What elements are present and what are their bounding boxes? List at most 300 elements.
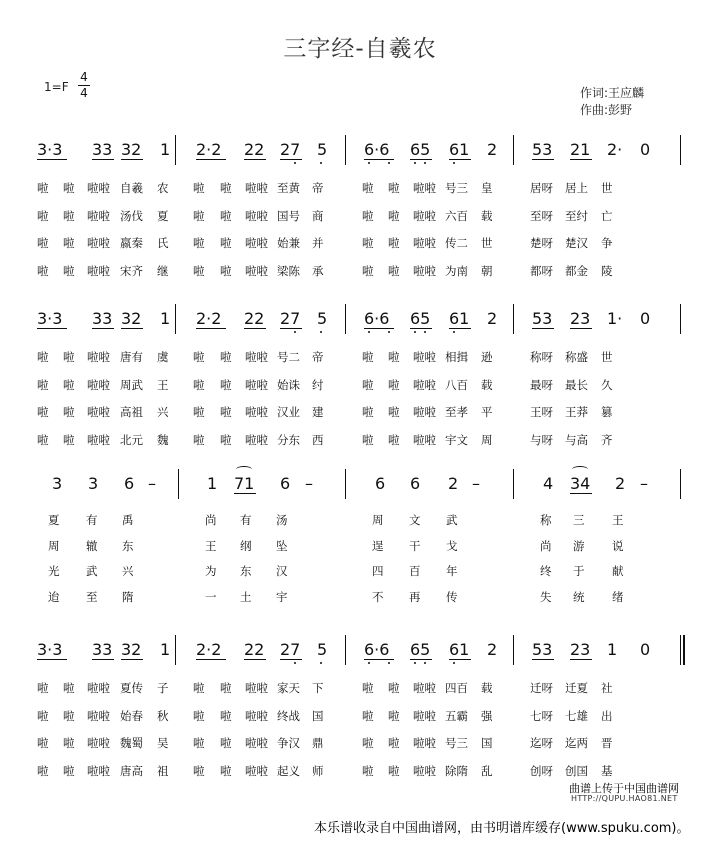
lyric-word: 啦啦 xyxy=(245,708,268,723)
lyric-word: 久 xyxy=(601,377,613,392)
lyric-word: 始诛 xyxy=(277,377,300,392)
lyric-word: 迄呀 xyxy=(530,736,553,750)
key-signature: 1=F xyxy=(44,80,69,94)
note: 6·6 xyxy=(364,640,390,659)
beam-underline xyxy=(280,659,302,660)
low-octave-dot xyxy=(388,662,390,664)
beam-underline xyxy=(92,328,114,329)
beam-underline xyxy=(532,159,554,160)
note: 1· xyxy=(607,309,623,328)
lyric-word: 王 xyxy=(157,377,169,392)
lyric-word: 啦 xyxy=(63,377,75,392)
lyric-word: 啦 xyxy=(362,432,374,447)
beam-underline xyxy=(532,328,554,329)
lyric-word: 武 xyxy=(446,513,458,527)
lyric-word: 啦 xyxy=(220,681,232,695)
note: 2 xyxy=(487,309,498,328)
lyric-word: 啦 xyxy=(63,405,75,419)
lyric-word: 啦 xyxy=(37,432,49,447)
note: 34 xyxy=(570,474,591,493)
beam-underline xyxy=(410,159,432,160)
lyric-word: 为南 xyxy=(445,263,468,278)
lyric-word: 啦 xyxy=(37,350,49,364)
note: 65 xyxy=(410,309,431,328)
beam-underline xyxy=(364,659,394,660)
note: 2 xyxy=(487,640,498,659)
lyric-word: 啦 xyxy=(388,208,400,223)
lyric-word: 啦 xyxy=(63,208,75,223)
beam-underline xyxy=(234,493,256,494)
lyric-word: 啦 xyxy=(193,405,205,419)
lyric-word: 乱 xyxy=(481,763,493,778)
low-octave-dot xyxy=(424,162,426,164)
lyric-word: 啦 xyxy=(63,236,75,250)
lyric-word: 啦 xyxy=(220,708,232,723)
note: 5 xyxy=(317,140,328,159)
lyric-word: 汤伐 xyxy=(120,208,143,223)
lyric-word: 啦 xyxy=(220,736,232,750)
lyric-word: 尚 xyxy=(205,513,217,527)
note: 22 xyxy=(244,640,265,659)
lyric-word: 世 xyxy=(601,350,613,364)
lyric-word: 唐高 xyxy=(120,763,143,778)
lyric-word: 啦啦 xyxy=(87,263,110,278)
time-signature-bottom: 4 xyxy=(80,86,88,100)
lyric-word: 文 xyxy=(409,513,421,527)
lyric-word: 啦 xyxy=(63,263,75,278)
lyric-word: 子 xyxy=(157,681,169,695)
lyric-word: 尚 xyxy=(540,538,552,553)
note: 3 xyxy=(52,474,63,493)
low-octave-dot xyxy=(388,162,390,164)
lyric-word: 啦啦 xyxy=(87,708,110,723)
beam-underline xyxy=(92,659,114,660)
upload-note: 曲谱上传于中国曲谱网 xyxy=(569,782,679,795)
lyric-word: 承 xyxy=(312,263,324,278)
barline xyxy=(680,469,681,499)
beam-underline xyxy=(244,159,266,160)
low-octave-dot xyxy=(320,331,322,333)
beam-underline xyxy=(37,659,67,660)
beam-underline xyxy=(364,328,394,329)
slur xyxy=(236,466,252,473)
lyric-word: 啦 xyxy=(37,263,49,278)
lyric-word: 晋 xyxy=(601,736,613,750)
beam-underline xyxy=(196,328,226,329)
note: 32 xyxy=(121,309,142,328)
note: 3·3 xyxy=(37,140,63,159)
lyric-word: 啦啦 xyxy=(87,377,110,392)
beam-underline xyxy=(244,328,266,329)
lyric-word: 梁陈 xyxy=(277,263,300,278)
lyric-word: 国号 xyxy=(277,208,300,223)
lyric-word: 啦啦 xyxy=(413,236,436,250)
lyric-word: 终战 xyxy=(277,708,300,723)
lyric-word: 三 xyxy=(573,513,585,527)
lyric-word: 啦啦 xyxy=(413,181,436,195)
lyric-word: 啦 xyxy=(37,681,49,695)
note: 71 xyxy=(234,474,255,493)
low-octave-dot xyxy=(453,331,455,333)
lyric-word: 啦 xyxy=(63,736,75,750)
beam-underline xyxy=(449,659,471,660)
lyric-word: 王莽 xyxy=(565,405,588,419)
lyric-word: 始春 xyxy=(120,708,143,723)
lyric-word: 居呀 xyxy=(530,181,553,195)
lyric-word: 周 xyxy=(372,513,384,527)
time-signature-top: 4 xyxy=(80,70,88,84)
note: 33 xyxy=(92,140,113,159)
slur xyxy=(572,466,588,473)
lyric-word: 传二 xyxy=(445,236,468,250)
low-octave-dot xyxy=(414,162,416,164)
lyric-word: 周武 xyxy=(120,377,143,392)
lyric-word: 西 xyxy=(312,432,324,447)
lyric-word: 亡 xyxy=(601,208,613,223)
lyric-word: 啦 xyxy=(220,181,232,195)
lyric-word: 啦 xyxy=(388,763,400,778)
note: 2 xyxy=(448,474,459,493)
beam-underline xyxy=(280,159,302,160)
note: 23 xyxy=(570,309,591,328)
lyric-word: 号二 xyxy=(277,350,300,364)
beam-underline xyxy=(570,328,592,329)
lyric-word: 商 xyxy=(312,208,324,223)
lyric-word: 啦 xyxy=(362,263,374,278)
lyric-word: 啦 xyxy=(37,405,49,419)
lyric-word: 啦啦 xyxy=(245,377,268,392)
low-octave-dot xyxy=(424,662,426,664)
lyric-word: 啦 xyxy=(193,181,205,195)
note: 3·3 xyxy=(37,309,63,328)
lyric-word: 世 xyxy=(481,236,493,250)
note: 32 xyxy=(121,140,142,159)
lyric-word: 除隋 xyxy=(445,763,468,778)
lyric-word: 纲 xyxy=(240,538,252,553)
note: 21 xyxy=(570,140,591,159)
note: – xyxy=(305,474,313,493)
lyric-word: 啦 xyxy=(220,208,232,223)
lyric-word: 啦 xyxy=(37,377,49,392)
lyric-word: 年 xyxy=(446,564,458,578)
lyric-word: 啦 xyxy=(220,405,232,419)
lyric-word: 虞 xyxy=(157,350,169,364)
lyricist-credit: 作词:王应麟 xyxy=(580,86,645,100)
note: 3·3 xyxy=(37,640,63,659)
lyric-word: 兴 xyxy=(157,405,169,419)
lyric-word: 魏 xyxy=(157,432,169,447)
lyric-word: 啦 xyxy=(37,181,49,195)
lyric-word: 啦啦 xyxy=(413,736,436,750)
lyric-word: 啦 xyxy=(220,432,232,447)
lyric-word: 强 xyxy=(481,708,493,723)
lyric-word: 啦 xyxy=(388,350,400,364)
lyric-word: 宇 xyxy=(276,589,288,604)
low-octave-dot xyxy=(294,662,296,664)
beam-underline xyxy=(410,328,432,329)
lyric-word: 家天 xyxy=(277,681,300,695)
lyric-word: 起义 xyxy=(277,763,300,778)
lyric-word: 啦啦 xyxy=(245,263,268,278)
lyric-word: 平 xyxy=(481,405,493,419)
low-octave-dot xyxy=(368,162,370,164)
beam-underline xyxy=(410,659,432,660)
lyric-word: 载 xyxy=(481,681,493,695)
note: 6 xyxy=(124,474,135,493)
lyric-word: 最长 xyxy=(565,377,588,392)
lyric-word: 宇文 xyxy=(445,432,468,447)
note: 6·6 xyxy=(364,309,390,328)
lyric-word: 迨 xyxy=(48,589,60,604)
barline xyxy=(513,135,514,165)
lyric-word: 啦啦 xyxy=(245,763,268,778)
lyric-word: 最呀 xyxy=(530,377,553,392)
lyric-word: 啦 xyxy=(362,763,374,778)
barline xyxy=(175,635,176,665)
lyric-word: 创呀 xyxy=(530,763,553,778)
low-octave-dot xyxy=(294,331,296,333)
lyric-word: 啦啦 xyxy=(87,681,110,695)
note: 61 xyxy=(449,309,470,328)
lyric-word: 周 xyxy=(481,432,493,447)
note: 1 xyxy=(160,140,171,159)
lyric-word: 东 xyxy=(122,538,134,553)
lyric-word: 至纣 xyxy=(565,208,588,223)
barline xyxy=(175,304,176,334)
lyric-word: 再 xyxy=(409,589,421,604)
lyric-word: 出 xyxy=(601,708,613,723)
note: 2·2 xyxy=(196,640,222,659)
lyric-word: 啦 xyxy=(388,181,400,195)
lyric-word: 啦 xyxy=(220,350,232,364)
lyric-word: 汉 xyxy=(276,564,288,578)
lyric-word: 王 xyxy=(205,538,217,553)
lyric-word: 与高 xyxy=(565,432,588,447)
lyric-word: 齐 xyxy=(601,432,613,447)
note: 3 xyxy=(88,474,99,493)
lyric-word: 至孝 xyxy=(445,405,468,419)
barline xyxy=(513,635,514,665)
beam-underline xyxy=(532,659,554,660)
lyric-word: 传 xyxy=(446,589,458,604)
beam-underline xyxy=(196,159,226,160)
lyric-word: 戈 xyxy=(446,538,458,553)
lyric-word: 啦 xyxy=(193,236,205,250)
lyric-word: 啦啦 xyxy=(413,432,436,447)
lyric-word: 啦啦 xyxy=(245,236,268,250)
lyric-word: 啦 xyxy=(388,263,400,278)
lyric-word: 啦 xyxy=(362,350,374,364)
lyric-word: 禹 xyxy=(122,513,134,527)
lyric-word: 啦 xyxy=(362,208,374,223)
lyric-word: 啦啦 xyxy=(413,377,436,392)
lyric-word: 纣 xyxy=(312,377,324,392)
lyric-word: 统 xyxy=(573,589,585,604)
lyric-word: 啦 xyxy=(220,763,232,778)
barline xyxy=(345,635,346,665)
lyric-word: 啦啦 xyxy=(87,736,110,750)
lyric-word: 啦 xyxy=(37,708,49,723)
lyric-word: 啦啦 xyxy=(245,350,268,364)
lyric-word: 啦啦 xyxy=(245,681,268,695)
lyric-word: 啦啦 xyxy=(413,208,436,223)
note: 27 xyxy=(280,140,301,159)
lyric-word: 隋 xyxy=(122,589,134,604)
barline xyxy=(345,304,346,334)
lyric-word: 基 xyxy=(601,763,613,778)
lyric-word: 啦啦 xyxy=(413,681,436,695)
note: – xyxy=(148,474,156,493)
lyric-word: 王呀 xyxy=(530,405,553,419)
low-octave-dot xyxy=(368,662,370,664)
lyric-word: 相揖 xyxy=(445,350,468,364)
lyric-word: 啦啦 xyxy=(87,208,110,223)
lyric-word: 分东 xyxy=(277,432,300,447)
lyric-word: 四百 xyxy=(445,681,468,695)
lyric-word: 国 xyxy=(481,736,493,750)
lyric-word: 宋齐 xyxy=(120,263,143,278)
beam-underline xyxy=(570,493,592,494)
lyric-word: 啦啦 xyxy=(245,405,268,419)
lyric-word: 啦 xyxy=(63,681,75,695)
lyric-word: 号三 xyxy=(445,181,468,195)
note: 53 xyxy=(532,640,553,659)
lyric-word: 汉业 xyxy=(277,405,300,419)
beam-underline xyxy=(92,159,114,160)
lyric-word: 下 xyxy=(312,681,324,695)
note: 1 xyxy=(607,640,618,659)
note: 33 xyxy=(92,309,113,328)
lyric-word: 啦啦 xyxy=(413,263,436,278)
lyric-word: 建 xyxy=(312,405,324,419)
beam-underline xyxy=(121,328,143,329)
lyric-word: 于 xyxy=(573,564,585,578)
beam-underline xyxy=(37,328,67,329)
lyric-word: 啦 xyxy=(37,236,49,250)
lyric-word: 东 xyxy=(240,564,252,578)
lyric-word: 啦 xyxy=(63,432,75,447)
lyric-word: 至呀 xyxy=(530,208,553,223)
lyric-word: 啦 xyxy=(220,377,232,392)
lyric-word: 逞 xyxy=(372,538,384,553)
lyric-word: 干 xyxy=(409,538,421,553)
composer-credit: 作曲:彭野 xyxy=(580,103,633,117)
lyric-word: 土 xyxy=(240,589,252,604)
lyric-word: 称呀 xyxy=(530,350,553,364)
lyric-word: 高祖 xyxy=(120,405,143,419)
lyric-word: 迄两 xyxy=(565,736,588,750)
lyric-word: 北元 xyxy=(120,432,143,447)
lyric-word: 啦 xyxy=(193,681,205,695)
low-octave-dot xyxy=(414,662,416,664)
note: 22 xyxy=(244,140,265,159)
note: 23 xyxy=(570,640,591,659)
lyric-word: 失 xyxy=(540,589,552,604)
barline xyxy=(513,469,514,499)
lyric-word: 七雄 xyxy=(565,708,588,723)
lyric-word: 争 xyxy=(601,236,613,250)
beam-underline xyxy=(244,659,266,660)
note: 6·6 xyxy=(364,140,390,159)
lyric-word: 六百 xyxy=(445,208,468,223)
note: – xyxy=(472,474,480,493)
lyric-word: 迁呀 xyxy=(530,681,553,695)
note: 61 xyxy=(449,140,470,159)
lyric-word: 汤 xyxy=(276,513,288,527)
note: 5 xyxy=(317,309,328,328)
lyric-word: 终 xyxy=(540,564,552,578)
beam-underline xyxy=(121,659,143,660)
lyric-word: 居上 xyxy=(565,181,588,195)
low-octave-dot xyxy=(414,331,416,333)
barline xyxy=(345,469,346,499)
lyric-word: 为 xyxy=(205,564,217,578)
lyric-word: 社 xyxy=(601,681,613,695)
lyric-word: 坠 xyxy=(276,538,288,553)
lyric-word: 说 xyxy=(612,538,624,553)
note: 6 xyxy=(410,474,421,493)
lyric-word: 七呀 xyxy=(530,708,553,723)
lyric-word: 啦 xyxy=(193,708,205,723)
note: 53 xyxy=(532,309,553,328)
barline xyxy=(178,469,179,499)
note: 1 xyxy=(160,640,171,659)
note: 2· xyxy=(607,140,623,159)
lyric-word: 啦啦 xyxy=(87,350,110,364)
lyric-word: 啦 xyxy=(63,350,75,364)
note: 22 xyxy=(244,309,265,328)
lyric-word: 唐有 xyxy=(120,350,143,364)
barline xyxy=(680,135,681,165)
lyric-word: 啦啦 xyxy=(87,432,110,447)
lyric-word: 啦啦 xyxy=(413,763,436,778)
note: 1 xyxy=(207,474,218,493)
lyric-word: 啦啦 xyxy=(245,736,268,750)
lyric-word: 啦啦 xyxy=(87,763,110,778)
lyric-word: 啦 xyxy=(362,405,374,419)
lyric-word: 称 xyxy=(540,513,552,527)
lyric-word: 至 xyxy=(86,589,98,604)
lyric-word: 国 xyxy=(312,708,324,723)
lyric-word: 鼎 xyxy=(312,736,324,750)
lyric-word: 祖 xyxy=(157,763,169,778)
upload-url: HTTP://QUPU.HAO81.NET xyxy=(571,794,678,803)
lyric-word: 不 xyxy=(372,589,384,604)
beam-underline xyxy=(121,159,143,160)
low-octave-dot xyxy=(453,662,455,664)
lyric-word: 载 xyxy=(481,377,493,392)
note: 33 xyxy=(92,640,113,659)
lyric-word: 啦 xyxy=(362,708,374,723)
lyric-word: 朝 xyxy=(481,263,493,278)
note: 61 xyxy=(449,640,470,659)
lyric-word: 啦 xyxy=(193,350,205,364)
note: 27 xyxy=(280,309,301,328)
lyric-word: 与呀 xyxy=(530,432,553,447)
lyric-word: 啦 xyxy=(220,236,232,250)
note: 2·2 xyxy=(196,309,222,328)
low-octave-dot xyxy=(320,662,322,664)
lyric-word: 啦 xyxy=(362,377,374,392)
lyric-word: 始兼 xyxy=(277,236,300,250)
lyric-word: 自羲 xyxy=(120,181,143,195)
note: 0 xyxy=(640,140,651,159)
beam-underline xyxy=(280,328,302,329)
lyric-word: 啦 xyxy=(37,763,49,778)
lyric-word: 皇 xyxy=(481,181,493,195)
beam-underline xyxy=(570,159,592,160)
lyric-word: 光 xyxy=(48,564,60,578)
